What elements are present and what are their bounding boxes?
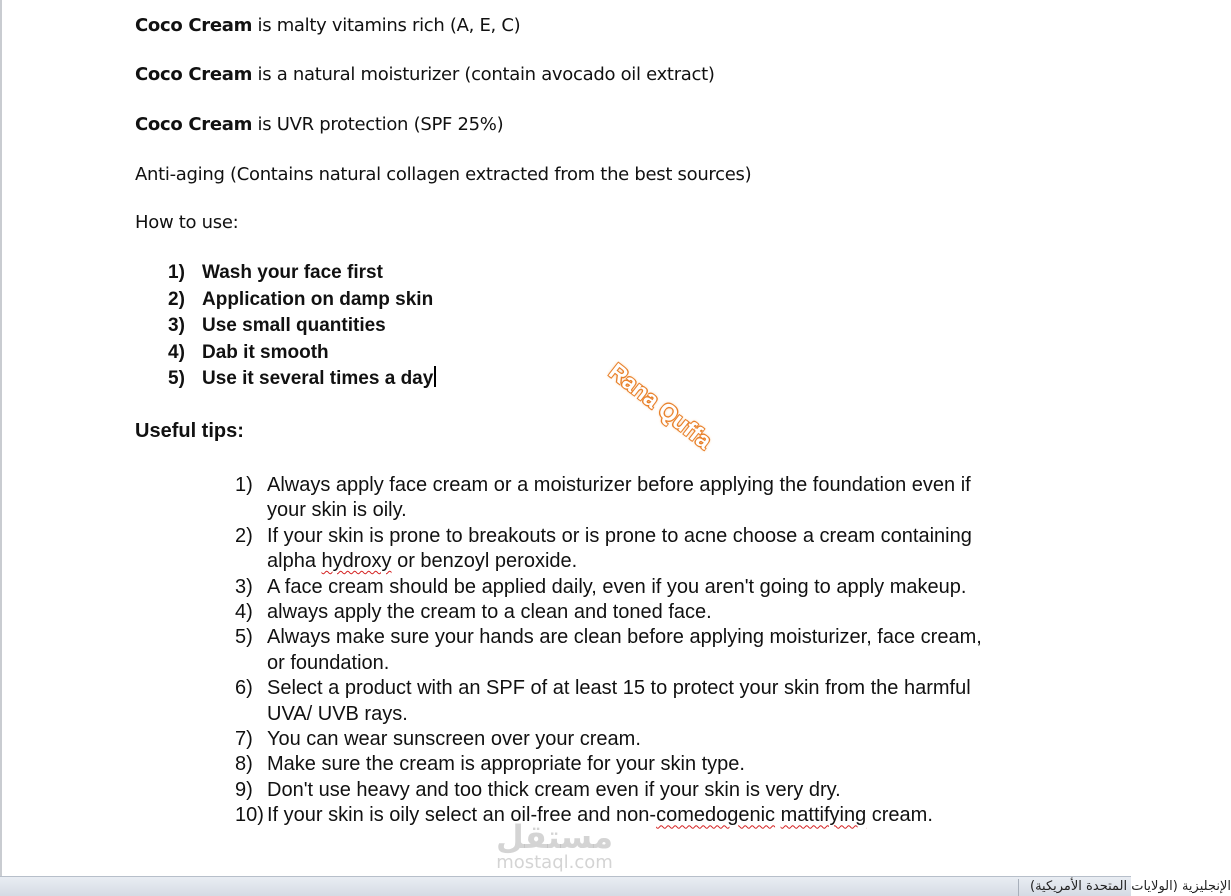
tips-heading: Useful tips: (135, 420, 244, 442)
list-item: 4) always apply the cream to a clean and toned face. (235, 601, 712, 624)
status-bar (0, 876, 1231, 896)
list-item: 9) Don't use heavy and too thick cream even if your skin is very dry. (235, 778, 841, 801)
brand-name: Coco Cream (135, 64, 253, 85)
language-indicator[interactable]: الإنجليزية (الولايات المتحدة الأمريكية) (1030, 879, 1231, 894)
brand-name: Coco Cream (135, 114, 253, 135)
list-item: 1) Always apply face cream or a moisturizer before applying the foundation even if your skin is oily. (235, 474, 971, 522)
spelling-error[interactable]: hydroxy (321, 550, 392, 573)
status-divider (1018, 879, 1019, 896)
list-item: 4) Dab it smooth (168, 341, 329, 363)
list-item: 5) Always make sure your hands are clean before applying moisturizer, face cream, or foundation. (235, 626, 982, 674)
how-to-list (168, 260, 436, 393)
how-to-heading: How to use: (135, 212, 239, 233)
intro-line-anti-aging: Anti-aging (Contains natural collagen extracted from the best sources) (135, 164, 752, 185)
tips-list (235, 473, 995, 829)
list-item: 10) If your skin is oily select an oil-free and non-comedogenic mattifying cream. (235, 804, 933, 827)
list-item: 6) Select a product with an SPF of at least 15 to protect your skin from the harmful UVA/ UVB rays. (235, 677, 971, 725)
list-item: 2) If your skin is prone to breakouts or is prone to acne choose a cream containing alpha hydroxy or benzoyl peroxide. (235, 524, 972, 573)
text-cursor (434, 366, 436, 387)
list-item: 7) You can wear sunscreen over your cream. (235, 728, 641, 751)
list-item: 8) Make sure the cream is appropriate for your skin type. (235, 753, 745, 776)
intro-line-moisturizer: Coco Cream is a natural moisturizer (contain avocado oil extract) (135, 64, 715, 85)
list-item: 3) Use small quantities (168, 315, 386, 336)
intro-line-vitamins: Coco Cream is malty vitamins rich (A, E, C) (135, 15, 521, 36)
author-watermark: Rana Quffa (604, 357, 717, 454)
intro-line-uvr: Coco Cream is UVR protection (SPF 25%) (135, 114, 504, 135)
brand-name: Coco Cream (135, 15, 253, 36)
list-item: 2) Application on damp skin (168, 288, 434, 310)
spelling-error[interactable]: mattifying (780, 804, 867, 827)
list-item: 3) A face cream should be applied daily, even if you aren't going to apply makeup. (235, 575, 967, 598)
site-watermark: مستقل mostaql.com (496, 818, 614, 873)
spelling-error[interactable]: comedogenic (656, 804, 776, 827)
list-item: 1) Wash your face first (168, 262, 383, 283)
list-item: 5) Use it several times a day (168, 366, 436, 393)
